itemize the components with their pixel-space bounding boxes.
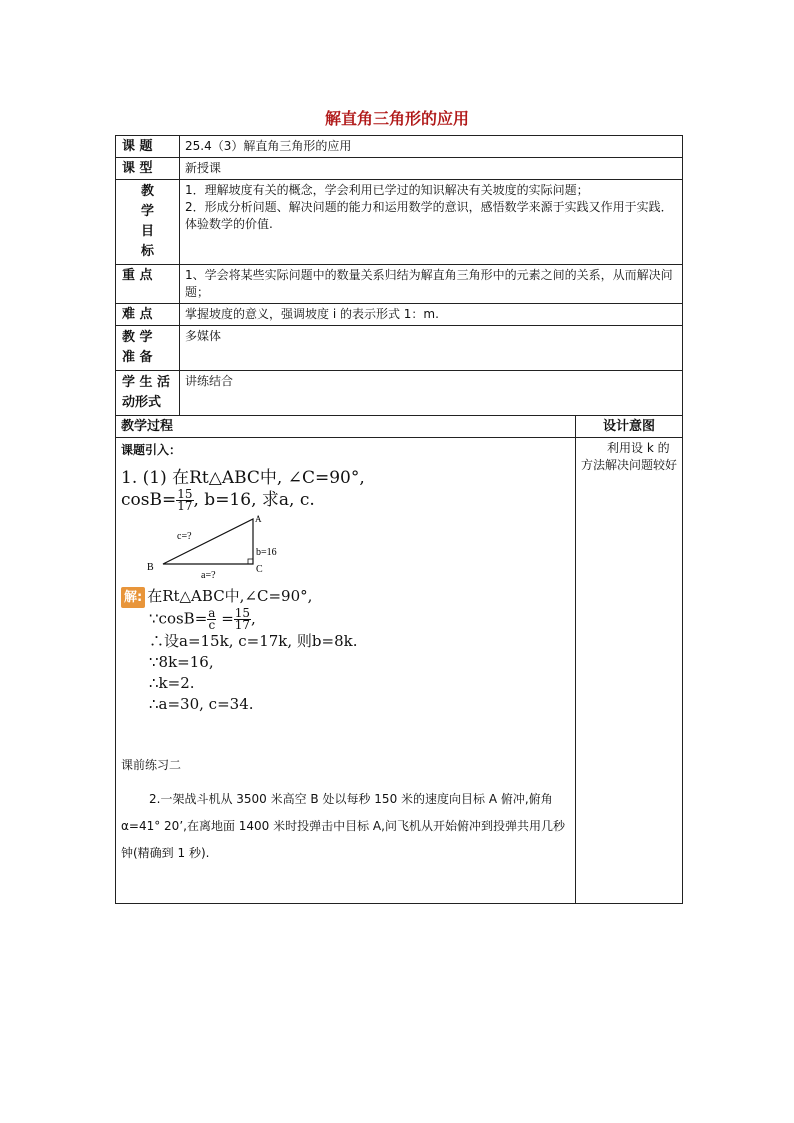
fraction-numerator: 15	[177, 487, 193, 501]
intent-cell	[576, 438, 683, 904]
vertex-c: C	[256, 564, 263, 575]
activity-label-line: 学 生 活	[122, 375, 171, 390]
goals-label-char: 教	[140, 184, 154, 199]
right-angle-mark	[248, 559, 253, 564]
solution-equals: =	[216, 609, 234, 628]
topic-value: 25.4（3）解直角三角形的应用	[180, 136, 683, 158]
side-a-label: a=?	[201, 570, 216, 581]
activity-label	[116, 371, 180, 416]
process-body	[116, 438, 576, 904]
intent-header: 设计意图	[576, 416, 683, 438]
key-label: 重 点	[116, 265, 180, 304]
vertex-a: A	[255, 514, 262, 524]
problem-statement	[121, 467, 570, 512]
key-value: 1、学会将某些实际问题中的数量关系归结为解直角三角形中的元素之间的关系，从而解决问题；	[180, 265, 683, 304]
lesson-plan-table	[115, 135, 683, 904]
fraction-denominator: c	[208, 618, 216, 632]
prep-value: 多媒体	[180, 326, 683, 371]
row-topic	[116, 136, 683, 158]
fraction	[234, 608, 251, 631]
side-c-label: c=?	[177, 531, 192, 542]
solution-line-2	[121, 608, 570, 631]
page-title: 解直角三角形的应用	[324, 109, 469, 128]
row-prep	[116, 326, 683, 371]
triangle-diagram	[141, 514, 341, 580]
intro-label: 课题引入：	[121, 443, 182, 457]
type-value: 新授课	[180, 158, 683, 180]
solution-text-2a: ∵cosB=	[149, 609, 208, 628]
problem-text-2a: cosB=	[121, 490, 177, 510]
goals-label-char: 标	[140, 244, 154, 259]
row-process-header	[116, 416, 683, 438]
difficulty-value: 掌握坡度的意义，强调坡度 i 的表示形式 1：m.	[180, 304, 683, 326]
prep-label	[116, 326, 180, 371]
side-b-label: b=16	[256, 547, 277, 558]
type-label: 课 型	[116, 158, 180, 180]
solution-line-1	[121, 586, 570, 608]
problem-text-2b: , b=16, 求a, c.	[193, 490, 315, 510]
row-key	[116, 265, 683, 304]
fraction-numerator: 15	[234, 606, 251, 620]
fraction-denominator: 17	[177, 499, 193, 513]
vertex-b: B	[147, 562, 154, 573]
problem-line-2	[121, 489, 570, 512]
fraction	[176, 489, 193, 512]
process-header: 教学过程	[116, 416, 576, 438]
prep-label-line: 教 学	[122, 330, 153, 345]
goals-value	[180, 180, 683, 265]
goal-item: 1．理解坡度有关的概念，学会利用已学过的知识解决有关坡度的实际问题；	[185, 183, 589, 197]
fraction-numerator: a	[208, 606, 216, 620]
problem-line-1	[121, 467, 570, 489]
row-process-body	[116, 438, 683, 904]
activity-value: 讲练结合	[180, 371, 683, 416]
problem-text-1: 在Rt△ABC中, ∠C=90°,	[172, 468, 365, 488]
row-type	[116, 158, 683, 180]
row-goals	[116, 180, 683, 265]
fraction-denominator: 17	[234, 618, 251, 632]
practice-text: 2.一架战斗机从 3500 米高空 B 处以每秒 150 米的速度向目标 A 俯冲,俯角 α=41° 20’,在离地面 1400 米时投弹击中目标 A,问飞机从开始俯冲到投弹共用几秒钟(精确到 1 秒).	[121, 792, 565, 860]
solution	[121, 586, 570, 715]
goals-label	[116, 180, 180, 265]
solution-line-3: ∴设a=15k, c=17k, 则b=8k.	[149, 632, 358, 650]
solution-line-6: ∴a=30, c=34.	[149, 695, 254, 713]
difficulty-label: 难 点	[116, 304, 180, 326]
goal-item: 2．形成分析问题、解决问题的能力和运用数学的意识，感悟数学来源于实践又作用于实践．体验数学的价值.	[185, 200, 673, 231]
row-difficulty	[116, 304, 683, 326]
goals-label-char: 目	[140, 224, 154, 239]
practice-label: 课前练习二	[121, 758, 182, 772]
solution-badge: 解:	[121, 587, 145, 608]
topic-label: 课 题	[116, 136, 180, 158]
goals-label-char: 学	[140, 204, 154, 219]
problem-number: 1. (1)	[121, 468, 173, 488]
solution-line-5: ∴k=2.	[149, 674, 195, 692]
intent-text: 利用设 k 的方法解决问题较好	[581, 441, 678, 472]
activity-label-line: 动形式	[122, 395, 162, 410]
solution-text-1: 在Rt△ABC中,∠C=90°,	[147, 587, 313, 605]
prep-label-line: 准 备	[122, 350, 153, 365]
solution-line-4: ∵8k=16,	[149, 653, 214, 671]
row-activity	[116, 371, 683, 416]
solution-text-2b: ,	[251, 609, 256, 628]
